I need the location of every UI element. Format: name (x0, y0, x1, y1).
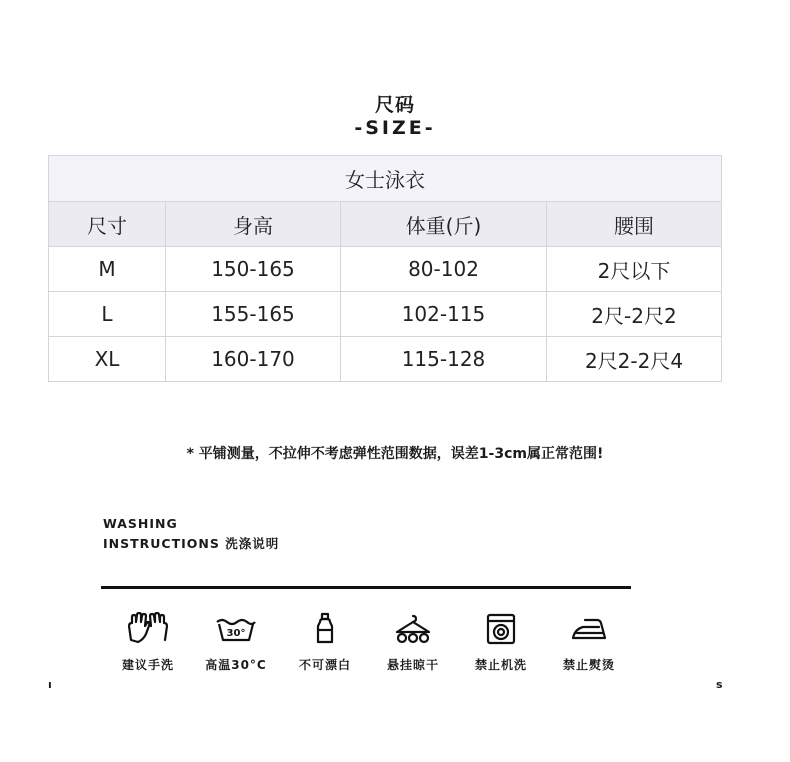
size-title-cn: 尺码 (374, 94, 415, 116)
header-waist: 腰围 (547, 202, 722, 247)
washing-instructions-title (103, 514, 279, 554)
hand-wash-icon (126, 612, 170, 646)
row-weight: 115-128 (341, 337, 547, 382)
care-label: 禁止机洗 (474, 658, 527, 672)
row-weight: 102-115 (341, 292, 547, 337)
care-item-hang-dry (368, 612, 458, 673)
size-table (48, 155, 722, 382)
care-label: 禁止熨烫 (562, 658, 615, 672)
wash-temp-text: 30° (226, 628, 246, 639)
edge-mark-right: s (716, 678, 723, 691)
no-machine-wash-icon (479, 612, 523, 646)
header-size: 尺寸 (49, 202, 166, 247)
washing-title-line2: INSTRUCTIONS 洗涤说明 (103, 536, 280, 551)
row-waist: 2尺以下 (547, 247, 722, 292)
row-weight: 80-102 (341, 247, 547, 292)
care-item-hand-wash (103, 612, 193, 673)
measurement-note: * 平铺测量，不拉伸不考虑弹性范围数据，误差1-3cm属正常范围! (186, 446, 604, 462)
table-row (49, 247, 722, 292)
care-label: 悬挂晾干 (386, 658, 439, 672)
size-title-en: -SIZE- (354, 117, 436, 139)
no-iron-icon (567, 612, 611, 646)
care-label: 建议手洗 (121, 658, 174, 672)
section-divider (101, 586, 631, 589)
edge-mark-left: ı (48, 678, 52, 691)
row-height: 155-165 (166, 292, 341, 337)
table-row (49, 337, 722, 382)
table-caption: 女士泳衣 (49, 156, 722, 202)
table-header-row (49, 202, 722, 247)
row-height: 160-170 (166, 337, 341, 382)
row-waist: 2尺2-2尺4 (547, 337, 722, 382)
row-height: 150-165 (166, 247, 341, 292)
care-icons-list (103, 612, 623, 692)
table-row (49, 292, 722, 337)
table-caption-row (49, 156, 722, 202)
row-size: XL (49, 337, 166, 382)
row-size: M (49, 247, 166, 292)
care-label: 不可漂白 (298, 658, 351, 672)
header-weight: 体重(斤) (341, 202, 547, 247)
hang-dry-icon (391, 612, 435, 646)
row-size: L (49, 292, 166, 337)
wash-30-icon (214, 612, 258, 646)
no-bleach-icon (303, 612, 347, 646)
care-item-no-machine-wash (456, 612, 546, 673)
care-item-no-bleach (280, 612, 370, 673)
care-item-no-iron (544, 612, 634, 673)
row-waist: 2尺-2尺2 (547, 292, 722, 337)
care-label: 高温30°C (205, 658, 267, 672)
care-item-wash-30 (191, 612, 281, 673)
header-height: 身高 (166, 202, 341, 247)
washing-title-line1: WASHING (103, 516, 178, 531)
